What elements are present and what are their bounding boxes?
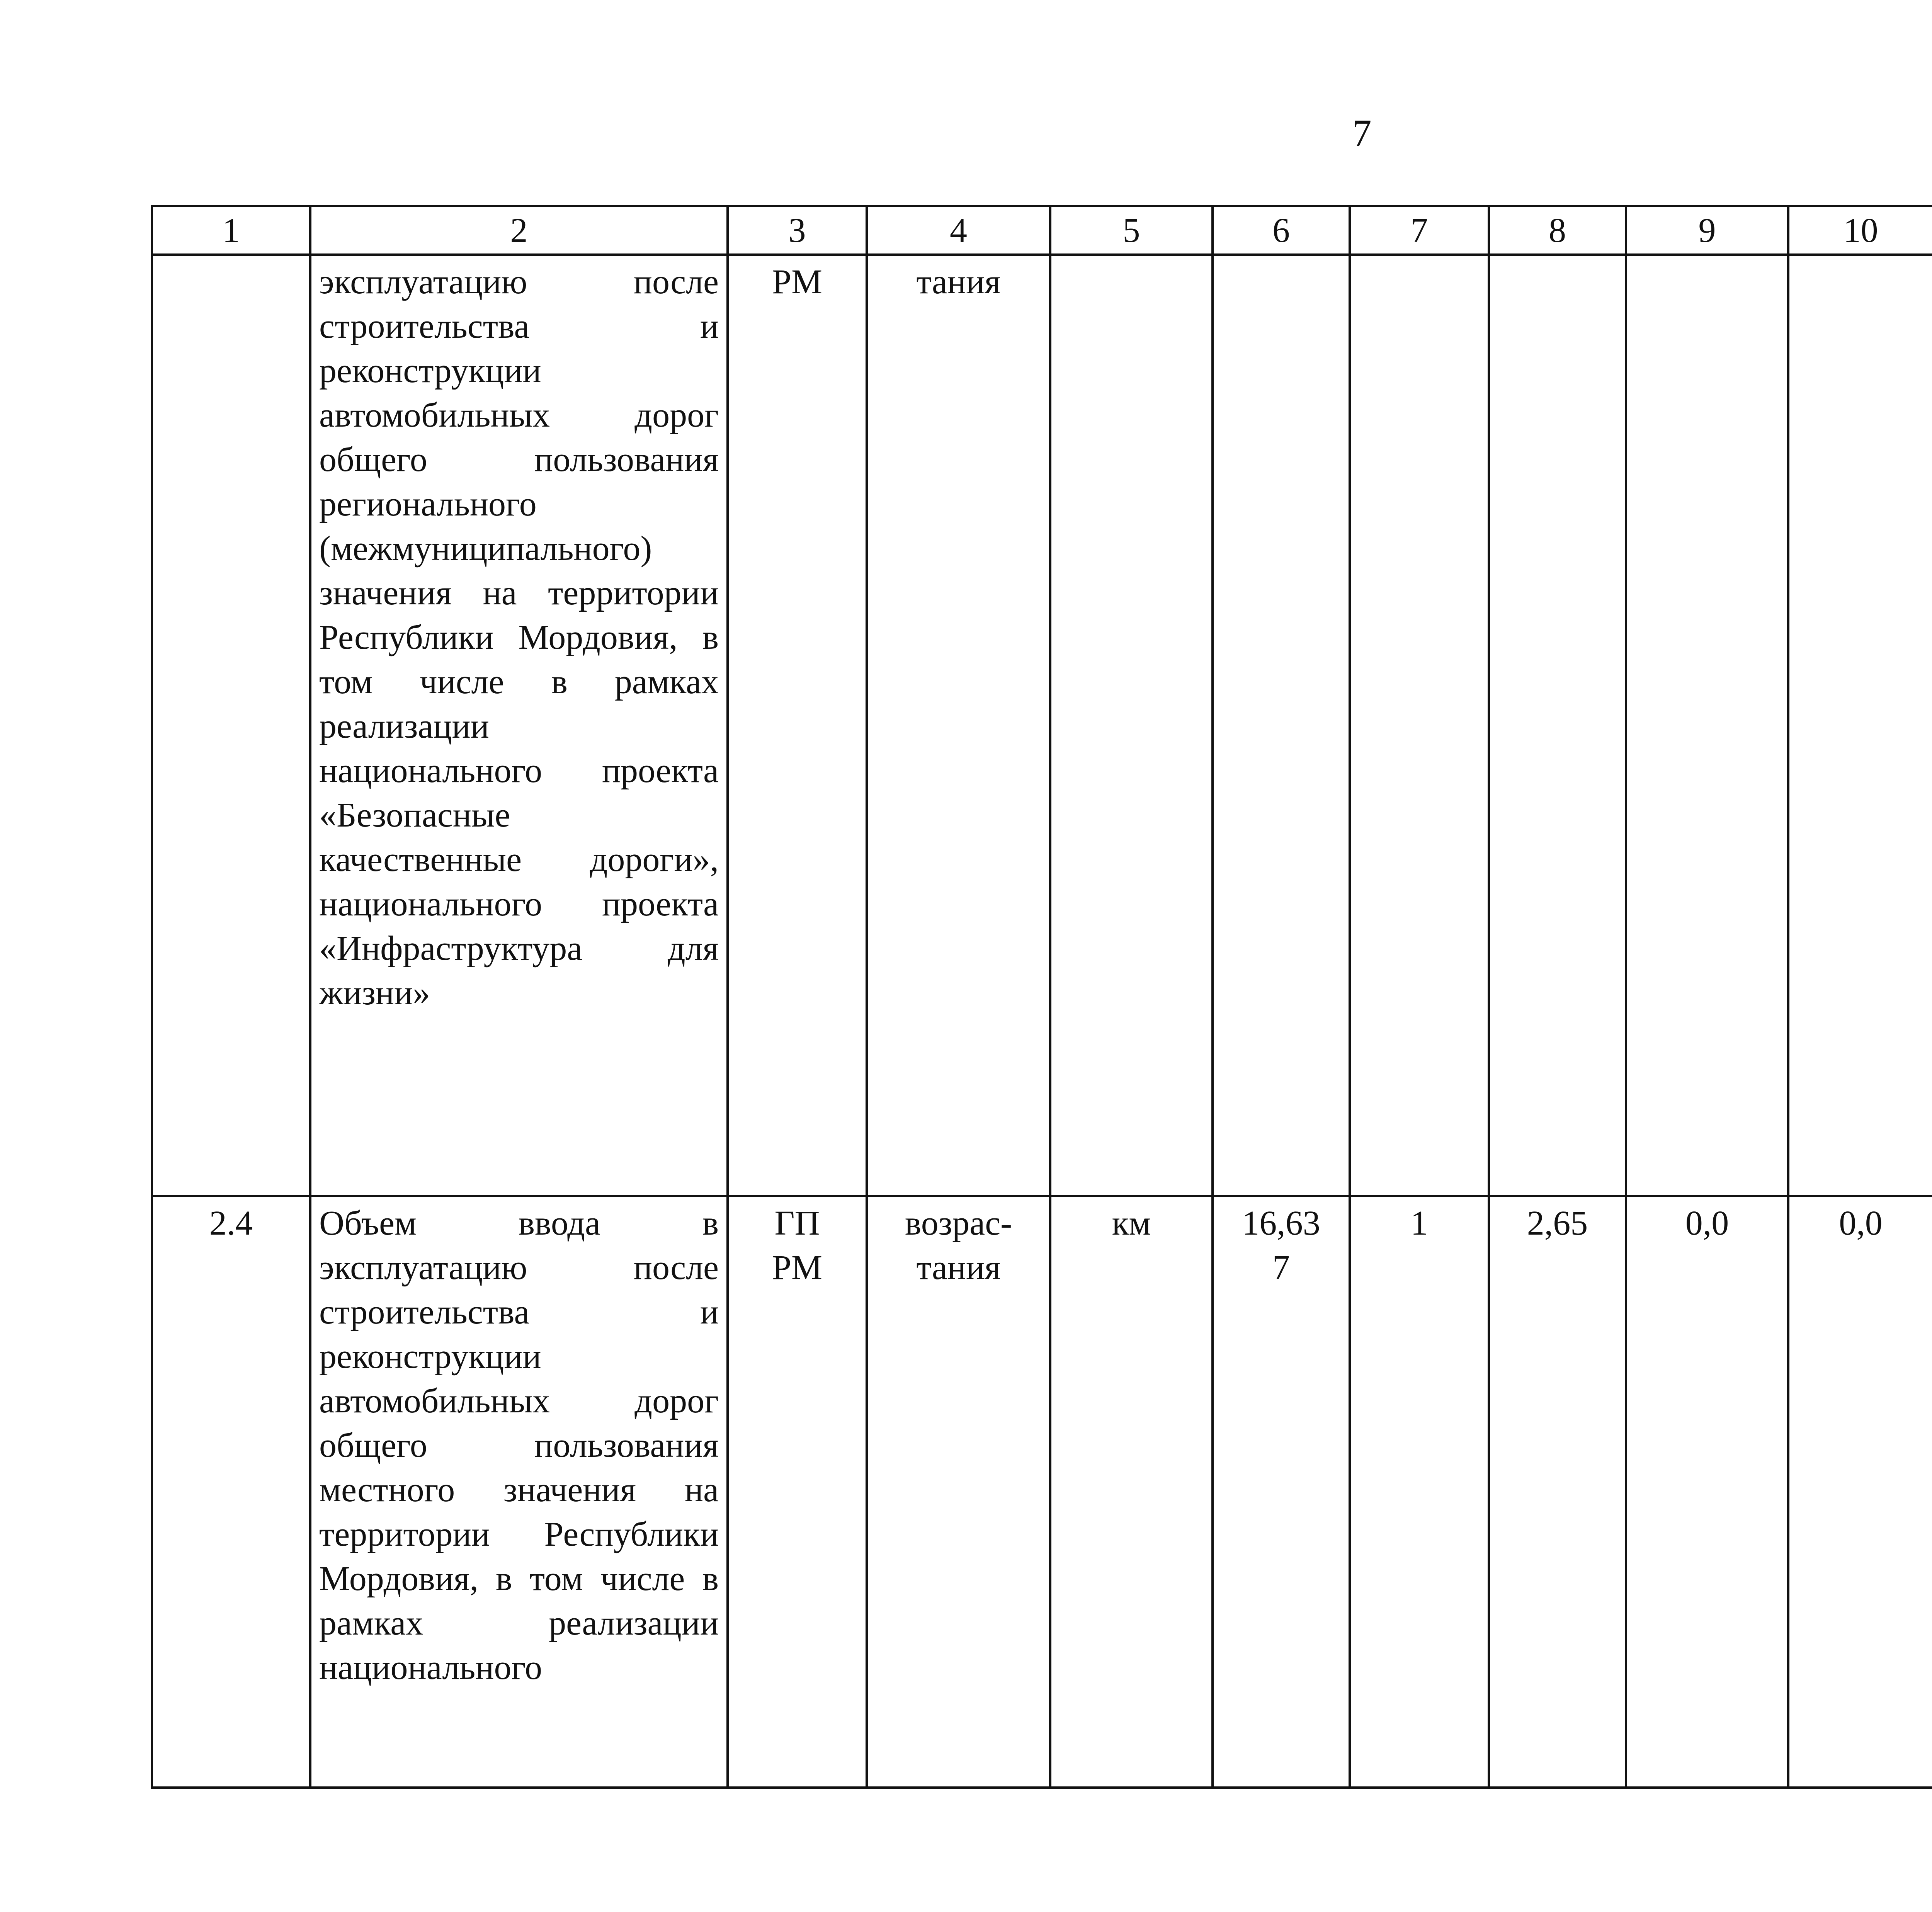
unit-cell xyxy=(1050,255,1213,1196)
row-index-cell: 2.4 xyxy=(152,1196,310,1788)
trend-cell xyxy=(867,1196,1050,1788)
column-number: 1 xyxy=(152,206,310,255)
row-index-cell xyxy=(152,255,310,1196)
trend-line: тания xyxy=(916,1249,1001,1287)
indicator-name-cell: Объем ввода в эксплуатацию после строительства и реконструкции автомобильных дорог общего пользования местного значения на территории Республики Мордовия, в том числе в рамках реализации национального xyxy=(310,1196,728,1788)
value-cell: 0,0 xyxy=(1626,1196,1788,1788)
column-number: 6 xyxy=(1213,206,1350,255)
value-cell xyxy=(1213,255,1350,1196)
program-line: РМ xyxy=(772,1249,823,1287)
column-number: 7 xyxy=(1350,206,1489,255)
value-cell xyxy=(1626,255,1788,1196)
program-cell: РМ xyxy=(728,255,867,1196)
value-cell xyxy=(1788,255,1932,1196)
value-cell: 0,0 xyxy=(1788,1196,1932,1788)
value-cell xyxy=(1350,255,1489,1196)
column-number: 9 xyxy=(1626,206,1788,255)
table-row xyxy=(152,1196,1932,1788)
value-cell: 1 xyxy=(1350,1196,1489,1788)
indicator-name-cell: эксплуатацию после строительства и реконструкции автомобильных дорог общего пользования регионального (межмуниципального) значения на территории Республики Мордовия, в том числе в рамках реализации национального проекта «Безопасные качественные дороги», национального проекта «Инфраструктура для жизни» xyxy=(310,255,728,1196)
page-number: 7 xyxy=(1352,112,1372,155)
column-number: 4 xyxy=(867,206,1050,255)
unit-cell: км xyxy=(1050,1196,1213,1788)
table-row xyxy=(152,255,1932,1196)
value-cell: 2,65 xyxy=(1489,1196,1626,1788)
column-number: 8 xyxy=(1489,206,1626,255)
value-cell xyxy=(1213,1196,1350,1788)
value-cell xyxy=(1489,255,1626,1196)
indicators-table xyxy=(151,205,1932,1789)
trend-cell: тания xyxy=(867,255,1050,1196)
column-numbers-row xyxy=(152,206,1932,255)
program-cell xyxy=(728,1196,867,1788)
column-number: 2 xyxy=(310,206,728,255)
program-line: ГП xyxy=(774,1204,820,1242)
column-number: 10 xyxy=(1788,206,1932,255)
column-number: 5 xyxy=(1050,206,1213,255)
value-line: 7 xyxy=(1272,1249,1290,1287)
column-number: 3 xyxy=(728,206,867,255)
trend-line: возрас- xyxy=(905,1204,1012,1242)
value-line: 16,63 xyxy=(1242,1204,1320,1242)
